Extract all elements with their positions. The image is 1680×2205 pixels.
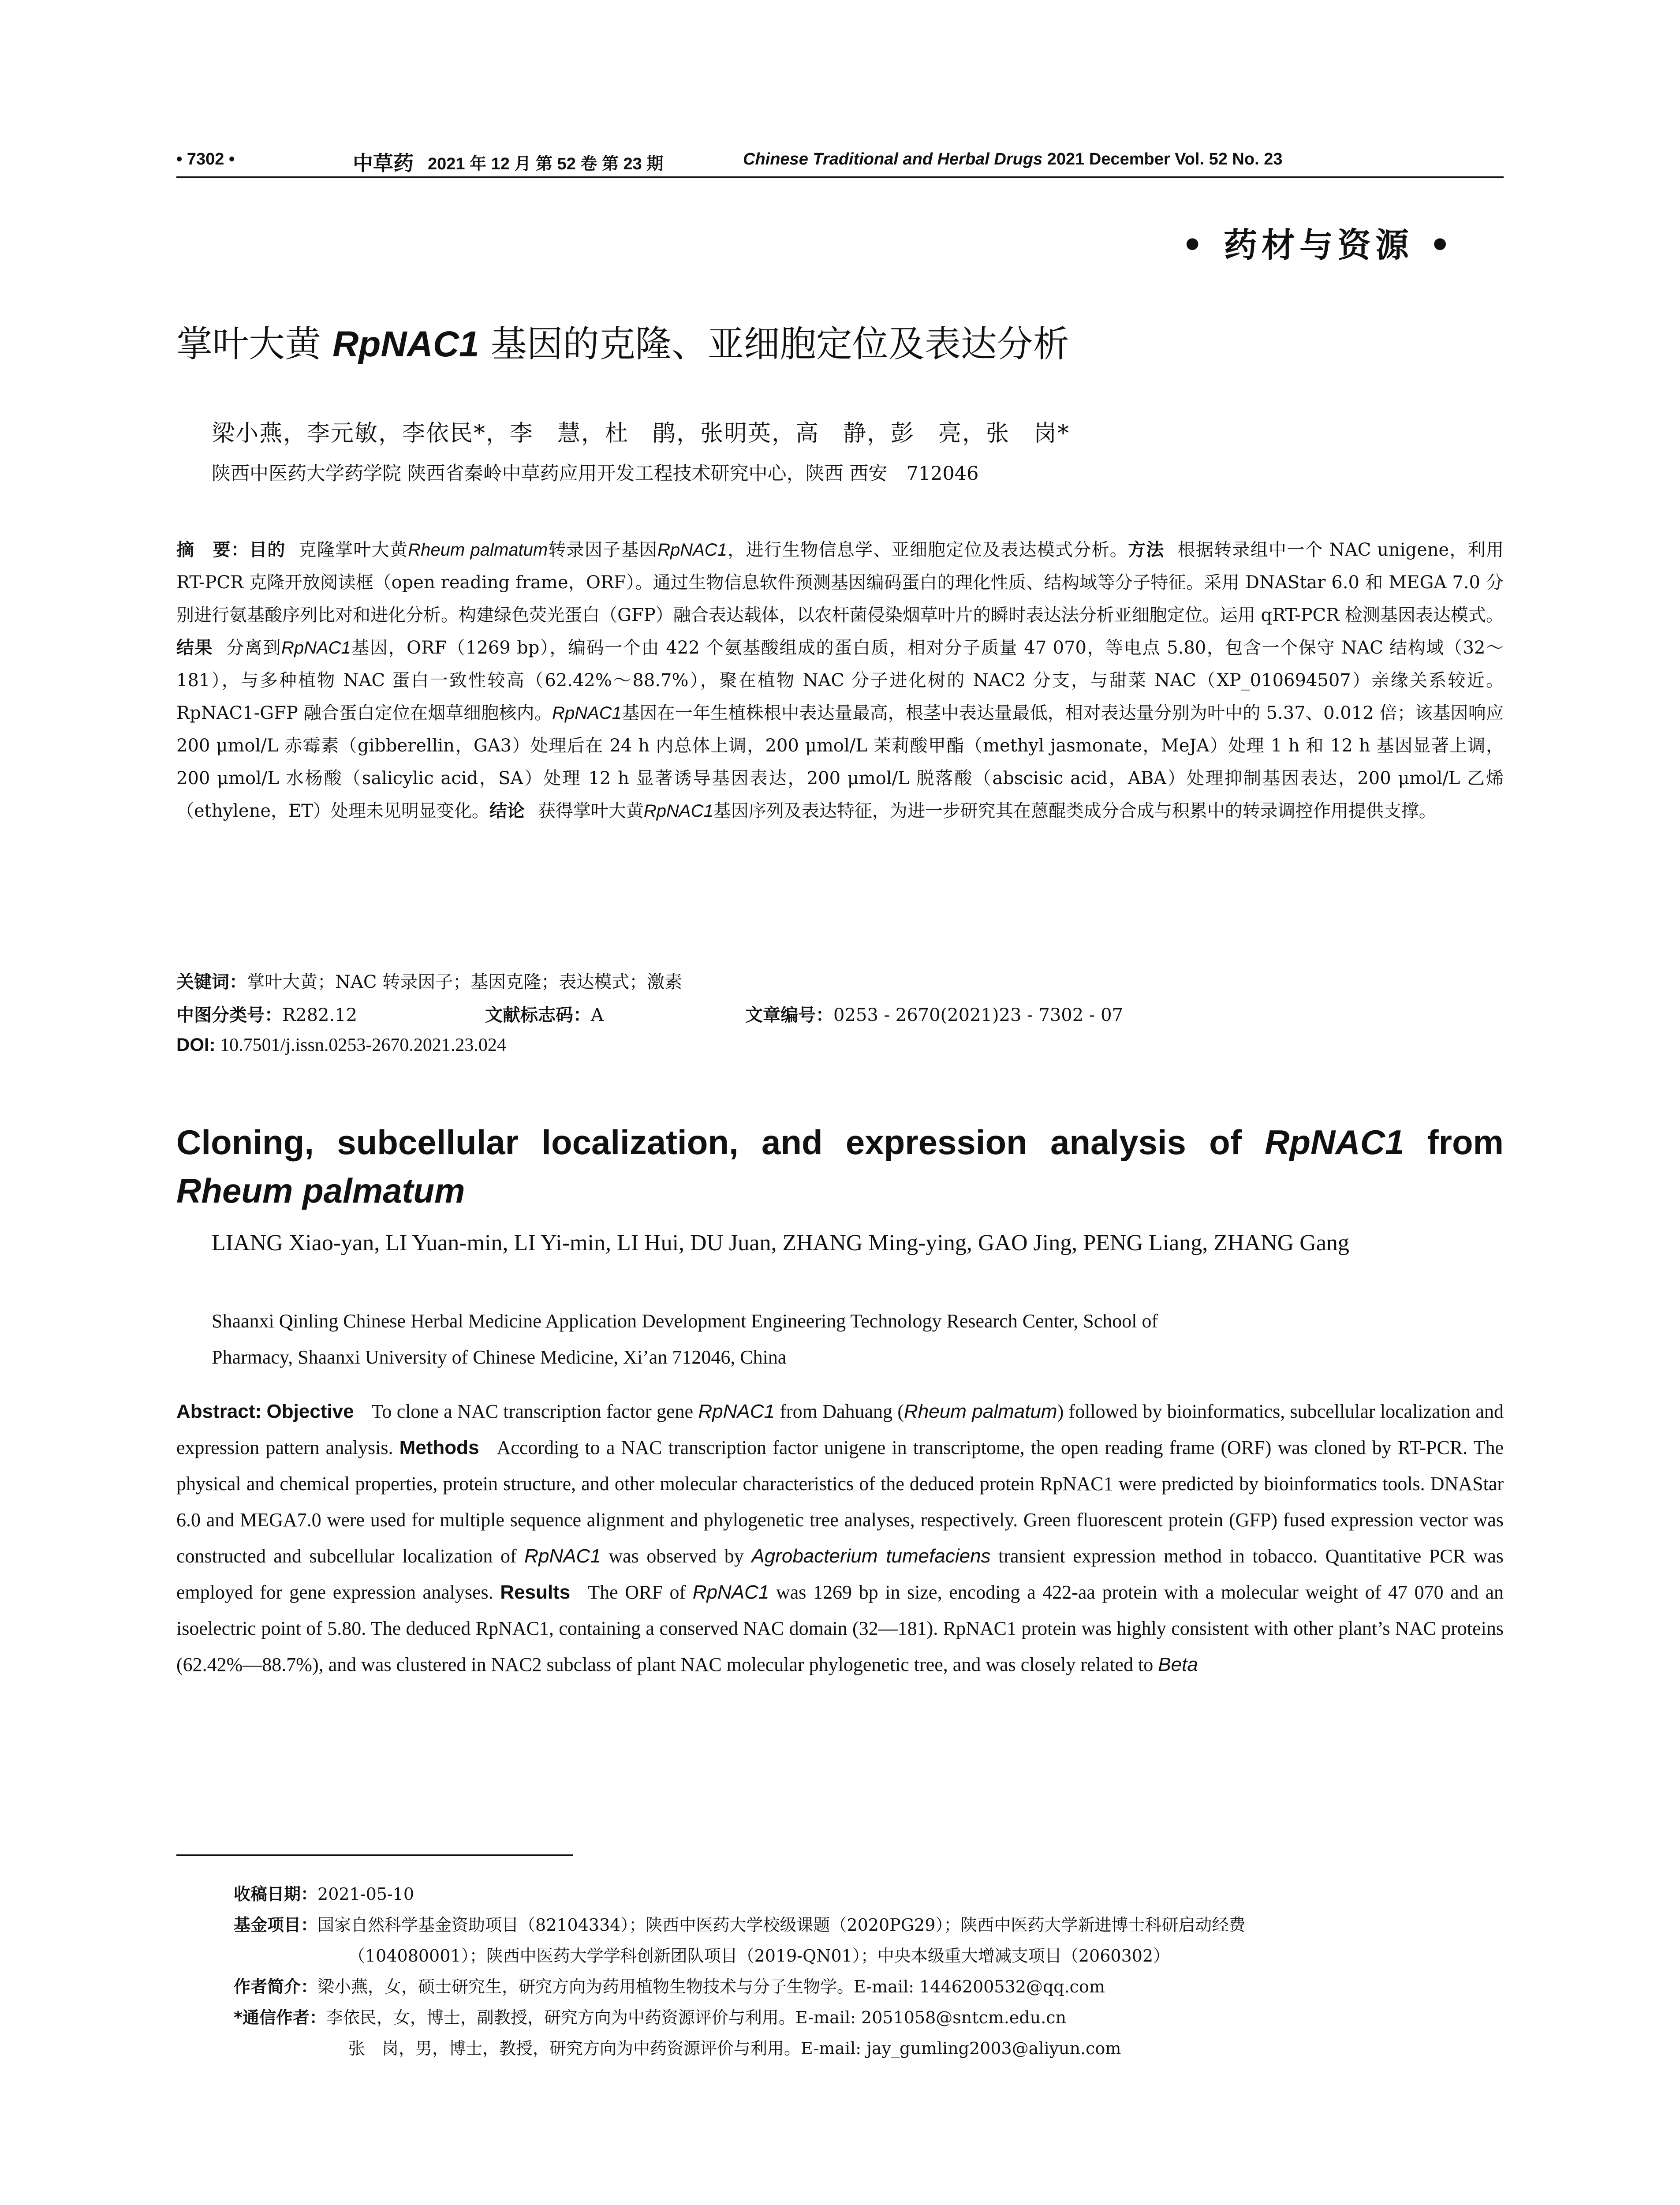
abstract-cn: [176, 534, 1504, 827]
keywords-cn: [176, 968, 682, 993]
footnote-corresponding-cont: 张 岗，男，博士，教授，研究方向为中药资源评价与利用。E-mail: jay_gumling2003@aliyun.com: [348, 2039, 1121, 2058]
header-divider: [176, 176, 1504, 178]
abstract-cn-text: ，进行生物信息学、亚细胞定位及表达模式分析。: [727, 540, 1128, 560]
title-cn-pre: 掌叶大黄: [176, 323, 333, 365]
doc-code-label: 文献标志码：: [485, 1005, 591, 1025]
abstract-en-methods-head: Methods: [399, 1437, 479, 1458]
footnote-label: 作者简介：: [234, 1977, 318, 1996]
footnote-label: 收稿日期：: [234, 1884, 318, 1904]
classification-line: [176, 1001, 1124, 1026]
abstract-en: [176, 1394, 1504, 1683]
footnote-label: *通信作者：: [234, 2008, 326, 2027]
title-en: [176, 1118, 1504, 1215]
doc-code-value: A: [591, 1005, 604, 1025]
footnote-fund-cont: （104080001）；陕西中医药大学学科创新团队项目（2019-QN01）；中央本级重大增减支项目（2060302）: [348, 1946, 1170, 1966]
abstract-cn-conclusion-head: 结论: [489, 801, 525, 821]
gene-name: RpNAC1: [643, 801, 713, 821]
authors-en: LIANG Xiao-yan, LI Yuan-min, LI Yi-min, LI Hui, DU Juan, ZHANG Ming-ying, GAO Jing, PENG Liang, ZHANG Gang: [212, 1230, 1349, 1256]
authors-cn: 梁小燕，李元敏，李依民*，李 慧，杜 鹃，张明英，高 静，彭 亮，张 岗*: [212, 420, 1070, 447]
title-cn-post: 基因的克隆、亚细胞定位及表达分析: [479, 323, 1069, 365]
gene-name: RpNAC1: [524, 1545, 601, 1567]
abstract-en-label: Abstract:: [176, 1401, 262, 1422]
footnote-received: [234, 1879, 1504, 1910]
abstract-cn-methods-head: 方法: [1128, 540, 1165, 560]
abstract-en-text: To clone a NAC transcription factor gene: [371, 1401, 698, 1422]
abstract-en-text: from Dahuang (: [775, 1401, 904, 1422]
footnote-text: 梁小燕，女，硕士研究生，研究方向为药用植物生物技术与分子生物学。E-mail: 1446200532@qq.com: [317, 1977, 1105, 1996]
clc-number: [176, 1005, 357, 1025]
keywords-text: 掌叶大黄；NAC 转录因子；基因克隆；表达模式；激素: [247, 972, 683, 992]
doi-line: [176, 1034, 506, 1056]
footnote-corresponding: [234, 2002, 1504, 2033]
species-name: Beta: [1158, 1654, 1198, 1675]
abstract-cn-text: 分离到: [226, 638, 281, 658]
journal-name-cn: 中草药: [353, 151, 414, 175]
abstract-en-text: ) followed by bioinformatics, subcellular localization and expression pattern analysis.: [176, 1401, 1504, 1458]
title-cn-gene: RpNAC1: [332, 324, 479, 364]
abstract-cn-label: 摘 要：: [176, 540, 250, 560]
abstract-en-text: transient expression method in tobacco. Quantitative PCR was employed for gene expression analyses.: [176, 1545, 1504, 1603]
gene-name: RpNAC1: [698, 1401, 775, 1422]
affiliation-en-line: Shaanxi Qinling Chinese Herbal Medicine Application Development Engineering Technology Research Center, School of: [212, 1310, 1158, 1332]
title-en-species: Rheum palmatum: [176, 1171, 465, 1210]
title-cn: [176, 315, 1069, 367]
abstract-en-text: was 1269 bp in size, encoding a 422-aa protein with a molecular weight of 47 070 and an isoelectric point of 5.80. The deduced RpNAC1, containing a conserved NAC domain (32—181). RpNAC1 protein was highly consistent with other plant’s NAC proteins (62.42%—88.7%), and was clustered in NAC2 subclass of plant NAC molecular phylogenetic tree, and was closely related to: [176, 1581, 1504, 1675]
species-name: Rheum palmatum: [904, 1401, 1057, 1422]
abstract-en-text: The ORF of: [588, 1581, 693, 1603]
abstract-cn-text: 基因，ORF（1269 bp），编码一个由 422 个氨基酸组成的蛋白质，相对分子质量 47 070，等电点 5.80，包含一个保守 NAC 结构域（32～181），与多种植物 NAC 蛋白一致性较高（62.42%～88.7%），聚在植物 NAC 分子进化树的 NAC2 分支，与甜菜 NAC（XP_010694507）亲缘关系较近。RpNAC1-GFP 融合蛋白定位在烟草细胞核内。: [176, 638, 1504, 723]
title-en-gene: RpNAC1: [1265, 1123, 1404, 1162]
footnote-divider: [176, 1854, 573, 1856]
article-page: [176, 132, 1504, 2205]
species-name: Agrobacterium tumefaciens: [751, 1545, 991, 1567]
abstract-en-results-head: Results: [500, 1581, 571, 1603]
article-number: [745, 1001, 1123, 1026]
abstract-cn-text: 转录因子基因: [548, 540, 658, 560]
gene-name: RpNAC1: [552, 703, 622, 723]
gene-name: RpNAC1: [657, 540, 727, 560]
footnotes: [234, 1879, 1504, 2064]
abstract-cn-text: 根据转录组中一个 NAC unigene，利用 RT-PCR 克隆开放阅读框（open reading frame，ORF）。通过生物信息软件预测基因编码蛋白的理化性质、结构域等分子特征。采用 DNAStar 6.0 和 MEGA 7.0 分别进行氨基酸序列比对和进化分析。构建绿色荧光蛋白（GFP）融合表达载体，以农杆菌侵染烟草叶片的瞬时表达法分析亚细胞定位。运用 qRT-PCR 检测基因表达模式。: [176, 540, 1504, 625]
footnote-text: 国家自然科学基金资助项目（82104334）；陕西中医药大学校级课题（2020PG29）；陕西中医药大学新进博士科研启动经费: [317, 1915, 1246, 1935]
title-en-mid: from: [1404, 1123, 1504, 1162]
abstract-cn-text: 克隆掌叶大黄: [299, 540, 408, 560]
article-number-value: 0253 - 2670(2021)23 - 7302 - 07: [833, 1005, 1124, 1025]
document-code: [485, 1001, 604, 1026]
clc-value: R282.12: [282, 1005, 358, 1025]
abstract-cn-text: 基因序列及表达特征，为进一步研究其在蒽醌类成分合成与积累中的转录调控作用提供支撑。: [713, 801, 1437, 821]
doi-value[interactable]: 10.7501/j.issn.0253-2670.2021.23.024: [215, 1035, 506, 1055]
issue-info-en-text: 2021 December Vol. 52 No. 23: [1047, 150, 1283, 168]
gene-name: RpNAC1: [692, 1581, 769, 1603]
running-header: [176, 146, 1504, 176]
abstract-cn-text: 基因在一年生植株根中表达量最高，根茎中表达量最低，相对表达量分别为叶中的 5.37、0.012 倍；该基因响应 200 μmol/L 赤霉素（gibberellin，GA3）处理后在 24 h 内总体上调，200 μmol/L 茉莉酸甲酯（methyl jasmonate，MeJA）处理 1 h 和 12 h 基因显著上调，200 μmol/L 水杨酸（salicylic acid，SA）处理 12 h 显著诱导基因表达，200 μmol/L 脱落酸（abscisic acid，ABA）处理抑制基因表达，200 μmol/L 乙烯（ethylene，ET）处理未见明显变化。: [176, 703, 1504, 821]
footnote-author-bio: [234, 1971, 1504, 2002]
journal-name-en: Chinese Traditional and Herbal Drugs: [743, 150, 1043, 168]
keywords-label: 关键词：: [176, 972, 247, 992]
abstract-en-objective-head: Objective: [266, 1401, 354, 1422]
abstract-cn-objective-head: 目的: [249, 540, 286, 560]
issue-info-cn: 2021 年 12 月 第 52 卷 第 23 期: [428, 155, 664, 173]
footnote-text: 2021-05-10: [317, 1884, 414, 1904]
footnote-text: 李依民，女，博士，副教授，研究方向为中药资源评价与利用。E-mail: 2051058@sntcm.edu.cn: [326, 2008, 1067, 2027]
abstract-cn-text: 获得掌叶大黄: [538, 801, 644, 821]
abstract-cn-results-head: 结果: [176, 638, 213, 658]
footnote-label: 基金项目：: [234, 1915, 318, 1935]
article-number-label: 文章编号：: [745, 1005, 833, 1025]
clc-label: 中图分类号：: [176, 1005, 282, 1025]
doi-label: DOI:: [176, 1034, 216, 1055]
gene-name: RpNAC1: [281, 638, 351, 658]
affiliation-en-line: Pharmacy, Shaanxi University of Chinese Medicine, Xi’an 712046, China: [212, 1346, 787, 1368]
abstract-en-text: According to a NAC transcription factor unigene in transcriptome, the open reading frame (ORF) was cloned by RT-PCR. The physical and chemical properties, protein structure, and other molecular characteristics of the deduced protein RpNAC1 were predicted by bioinformatics tools. DNAStar 6.0 and MEGA7.0 were used for multiple sequence alignment and phylogenetic tree analyses, respectively. Green fluorescent protein (GFP) fused expression vector was constructed and subcellular localization of: [176, 1437, 1504, 1567]
title-en-pre: Cloning, subcellular localization, and expression analysis of: [176, 1123, 1265, 1162]
footnote-fund: [234, 1910, 1504, 1940]
section-label: • 药材与资源 •: [1181, 225, 1455, 265]
affiliation-en: [212, 1303, 1504, 1375]
page-number: • 7302 •: [176, 150, 235, 168]
issue-info-en: [743, 150, 1282, 169]
species-name: Rheum palmatum: [408, 540, 548, 560]
abstract-en-text: was observed by: [601, 1545, 752, 1567]
affiliation-cn: 陕西中医药大学药学院 陕西省秦岭中草药应用开发工程技术研究中心，陕西 西安 712046: [212, 463, 979, 485]
